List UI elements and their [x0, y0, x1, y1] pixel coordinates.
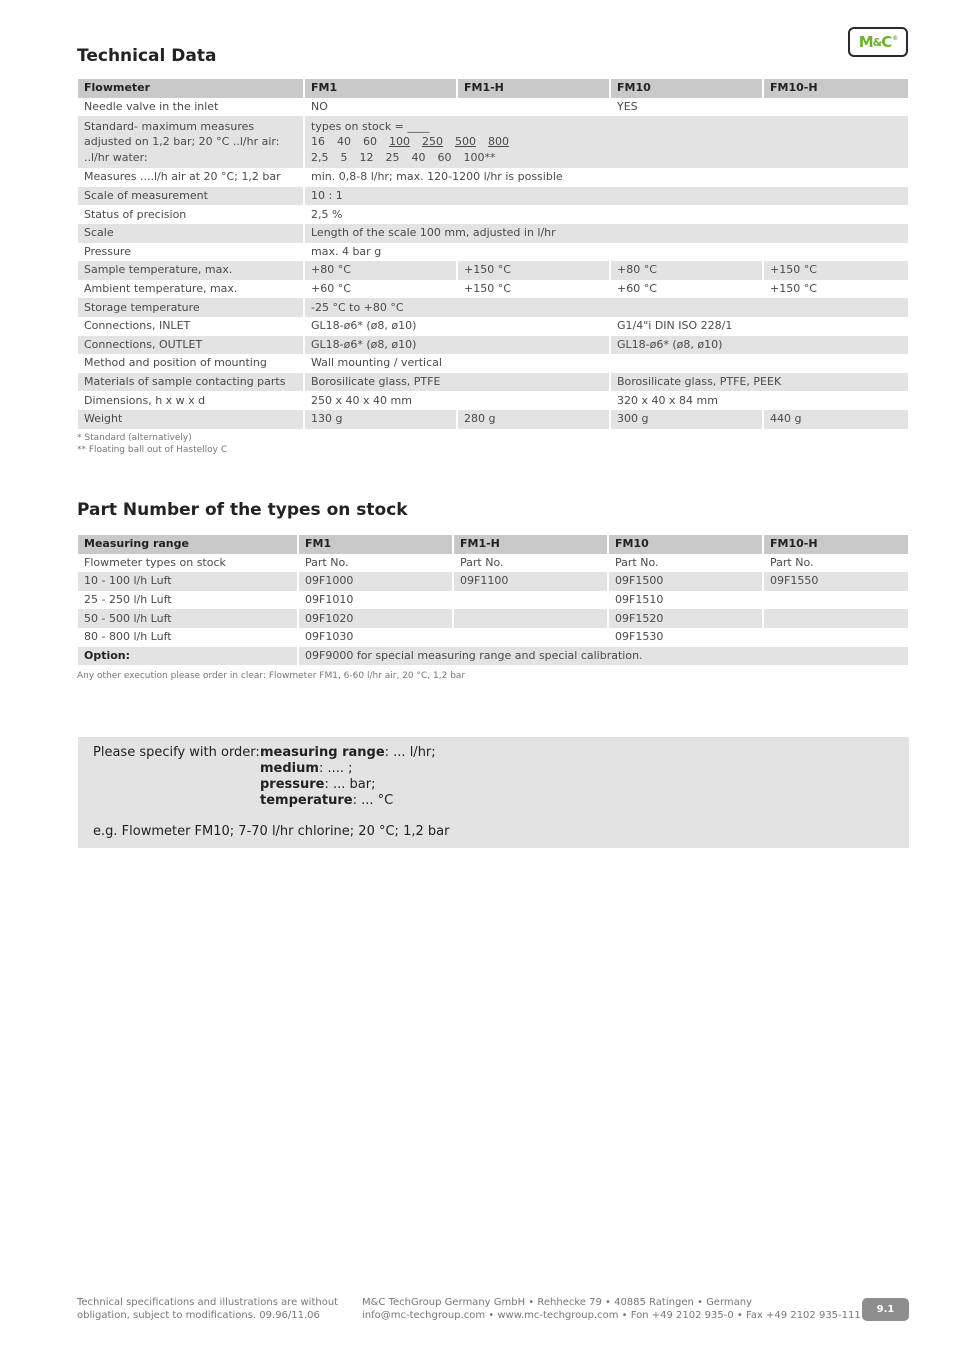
water-value: 5: [340, 150, 348, 164]
table-row: [78, 373, 908, 392]
cell-value: [453, 591, 608, 610]
air-value: 16: [311, 135, 325, 149]
cell-value: -25 °C to +80 °C: [304, 298, 908, 317]
row-label: Needle valve in the inlet: [84, 99, 219, 113]
cell-value: 10 : 1: [304, 187, 908, 206]
row-label: Scale of measurement: [78, 187, 304, 206]
cell-value: 09F1010: [298, 591, 453, 610]
header-fm10-h: FM10-H: [763, 535, 908, 554]
cell-value: GL18-ø6* (ø8, ø10): [304, 336, 610, 355]
spec-item: [260, 745, 436, 761]
cell-value: min. 0,8-8 l/hr; max. 120-1200 l/hr is possible: [304, 168, 908, 187]
table-header-row: [78, 535, 908, 554]
table-row: [78, 336, 908, 355]
row-label: Materials of sample contacting parts: [78, 373, 304, 392]
header-flowmeter: Flowmeter: [78, 79, 304, 98]
cell-value: Part No.: [763, 554, 908, 573]
cell-value: +150 °C: [763, 261, 908, 280]
table-row: [78, 98, 908, 117]
spec-item: [260, 777, 436, 793]
air-value-stock: 100: [389, 135, 410, 149]
row-label: Connections, OUTLET: [78, 336, 304, 355]
header-fm10: FM10: [608, 535, 763, 554]
row-label: Method and position of mounting: [84, 356, 267, 370]
spec-item-key: medium: [260, 761, 319, 776]
cell-value: [453, 609, 608, 628]
row-label: 25 - 250 l/h Luft: [84, 593, 172, 607]
header-measuring-range: Measuring range: [78, 535, 298, 554]
table-row: [78, 168, 908, 187]
footer-contact-line: info@mc-techgroup.com • www.mc-techgroup.com • Fon +49 2102 935-0 • Fax +49 2102 935-111: [362, 1310, 861, 1321]
logo-letter-c: C: [881, 33, 892, 51]
row-label: Measures ....l/h air at 20 °C; 1,2 bar: [84, 170, 281, 184]
part-number-table: [78, 535, 908, 665]
spec-item-key: temperature: [260, 793, 353, 808]
cell-value: 09F1520: [608, 609, 763, 628]
option-label: Option:: [78, 647, 298, 666]
cell-value: 2,5 %: [304, 205, 908, 224]
part-number-title: Part Number of the types on stock: [77, 500, 408, 520]
cell-value: [763, 591, 908, 610]
footer-disclaimer: [77, 1296, 338, 1322]
air-value-stock: 250: [422, 135, 443, 149]
header-fm1-h: FM1-H: [453, 535, 608, 554]
cell-value: 09F1030: [298, 628, 453, 647]
row-label: [78, 116, 304, 168]
footer-disclaimer-line: obligation, subject to modifications. 09.96/11.06: [77, 1310, 320, 1321]
water-value: 60: [437, 150, 452, 164]
row-label: 10 - 100 l/h Luft: [78, 572, 298, 591]
cell-value: 280 g: [457, 410, 610, 429]
spec-item: [260, 761, 436, 777]
table-row: [78, 243, 908, 262]
spec-item-rest: : ... bar;: [324, 777, 376, 792]
footer-contact: [362, 1296, 861, 1322]
cell-value: Wall mounting / vertical: [304, 354, 908, 373]
cell-value: +60 °C: [610, 280, 763, 299]
footer-address: M&C TechGroup Germany GmbH • Rehhecke 79 • 40885 Ratingen • Germany: [362, 1297, 753, 1308]
table-row-option: [78, 647, 908, 666]
table-row: [78, 280, 908, 299]
table-row: [78, 187, 908, 206]
page-number-badge: 9.1: [862, 1298, 909, 1321]
cell-value: +150 °C: [763, 280, 908, 299]
row-label: Sample temperature, max.: [78, 261, 304, 280]
water-value: 2,5: [311, 150, 329, 164]
water-value: 40: [411, 150, 426, 164]
logo-letter-m: M: [858, 33, 873, 51]
row-label: Status of precision: [84, 207, 187, 221]
logo-ampersand: &: [872, 35, 882, 49]
cell-value: G1/4"i DIN ISO 228/1: [610, 317, 908, 336]
header-fm1: FM1: [304, 79, 457, 98]
row-label: Connections, INLET: [84, 319, 191, 333]
cell-value: 09F1500: [608, 572, 763, 591]
water-value: 12: [359, 150, 374, 164]
table-row: [78, 554, 908, 573]
cell-value: Length of the scale 100 mm, adjusted in l/hr: [304, 224, 908, 243]
cell-value: +80 °C: [610, 261, 763, 280]
table-row: [78, 591, 908, 610]
spec-item-rest: : ... l/hr;: [384, 745, 436, 760]
cell-value: 130 g: [304, 410, 457, 429]
standard-label-line1: Standard- maximum measures: [84, 119, 255, 133]
cell-value: max. 4 bar g: [304, 243, 908, 262]
row-label: 80 - 800 l/h Luft: [84, 630, 172, 644]
cell-value: 250 x 40 x 40 mm: [304, 391, 610, 410]
footnote: * Standard (alternatively): [77, 433, 192, 443]
row-label: Storage temperature: [78, 298, 304, 317]
row-label: Dimensions, h x w x d: [84, 393, 206, 407]
cell-value: 09F1100: [453, 572, 608, 591]
cell-value: [763, 628, 908, 647]
row-label: Flowmeter types on stock: [84, 555, 226, 569]
table-row: [78, 354, 908, 373]
cell-value: 300 g: [610, 410, 763, 429]
spec-item-key: measuring range: [260, 745, 385, 760]
air-value: 40: [337, 135, 351, 149]
stock-legend: types on stock = ____: [311, 119, 430, 133]
cell-value: GL18-ø6* (ø8, ø10): [610, 336, 908, 355]
row-label: Ambient temperature, max.: [84, 282, 238, 296]
cell-value: +80 °C: [304, 261, 457, 280]
table-row: [78, 298, 908, 317]
table-row: [78, 205, 908, 224]
cell-value: 320 x 40 x 84 mm: [610, 391, 908, 410]
table-header-row: [78, 79, 908, 98]
header-fm10-h: FM10-H: [763, 79, 908, 98]
table-row: [78, 628, 908, 647]
row-label: Weight: [78, 410, 304, 429]
spec-item-rest: : .... ;: [318, 761, 353, 776]
cell-value: [453, 628, 608, 647]
cell-value: YES: [610, 98, 908, 117]
air-values: [311, 134, 902, 150]
cell-value: Borosilicate glass, PTFE, PEEK: [610, 373, 908, 392]
air-value: 60: [363, 135, 377, 149]
option-value: 09F9000 for special measuring range and special calibration.: [298, 647, 908, 666]
header-fm10: FM10: [610, 79, 763, 98]
cell-value: 09F1550: [763, 572, 908, 591]
cell-value: 09F1020: [298, 609, 453, 628]
cell-value: NO: [304, 98, 610, 117]
water-value: 100**: [463, 150, 496, 164]
cell-value: +150 °C: [457, 280, 610, 299]
footer-disclaimer-line: Technical specifications and illustrations are without: [77, 1297, 339, 1308]
cell-value: [763, 609, 908, 628]
table-row: [78, 609, 908, 628]
technical-data-title: Technical Data: [77, 46, 217, 66]
row-label: Scale: [78, 224, 304, 243]
cell-value: +150 °C: [457, 261, 610, 280]
technical-data-table: [78, 79, 908, 429]
table-row: [78, 116, 908, 168]
cell-value: 440 g: [763, 410, 908, 429]
cell-value: 09F1510: [608, 591, 763, 610]
footnote: ** Floating ball out of Hastelloy C: [77, 445, 228, 455]
cell-value: 09F1530: [608, 628, 763, 647]
cell-value: 09F1000: [298, 572, 453, 591]
cell-value: Borosilicate glass, PTFE: [304, 373, 610, 392]
footnotes: [77, 432, 227, 456]
table-row: [78, 391, 908, 410]
air-value-stock: 500: [455, 135, 476, 149]
air-value-stock: 800: [488, 135, 509, 149]
spec-item-rest: : ... °C: [352, 793, 394, 808]
standard-label-line3: ..l/hr water:: [84, 150, 148, 164]
table-row: [78, 261, 908, 280]
water-values: [311, 150, 902, 166]
spec-example: e.g. Flowmeter FM10; 7-70 l/hr chlorine; 20 °C; 1,2 bar: [93, 824, 450, 839]
standard-label-line2: adjusted on 1,2 bar; 20 °C ..l/hr air:: [84, 135, 280, 149]
spec-item-key: pressure: [260, 777, 325, 792]
table-row: [78, 224, 908, 243]
header-fm1: FM1: [298, 535, 453, 554]
cell-value: GL18-ø6* (ø8, ø10): [304, 317, 610, 336]
cell-value: Part No.: [608, 554, 763, 573]
cell-value: Part No.: [453, 554, 608, 573]
table-row: [78, 317, 908, 336]
parts-note: Any other execution please order in clear: Flowmeter FM1, 6-60 l/hr air, 20 °C, 1,2 bar: [77, 671, 466, 681]
logo-registered-mark: ®: [892, 35, 898, 42]
table-row: [78, 410, 908, 429]
spec-item: [260, 793, 436, 809]
spec-label: Please specify with order:: [93, 745, 260, 760]
header-fm1-h: FM1-H: [457, 79, 610, 98]
cell-value: Part No.: [298, 554, 453, 573]
spec-items: [260, 745, 436, 809]
cell-value: [304, 116, 908, 168]
company-logo: [848, 27, 908, 57]
table-row: [78, 572, 908, 591]
cell-value: +60 °C: [304, 280, 457, 299]
order-spec-box: [78, 737, 909, 848]
water-value: 25: [385, 150, 400, 164]
row-label: Pressure: [84, 244, 131, 258]
row-label: 50 - 500 l/h Luft: [78, 609, 298, 628]
